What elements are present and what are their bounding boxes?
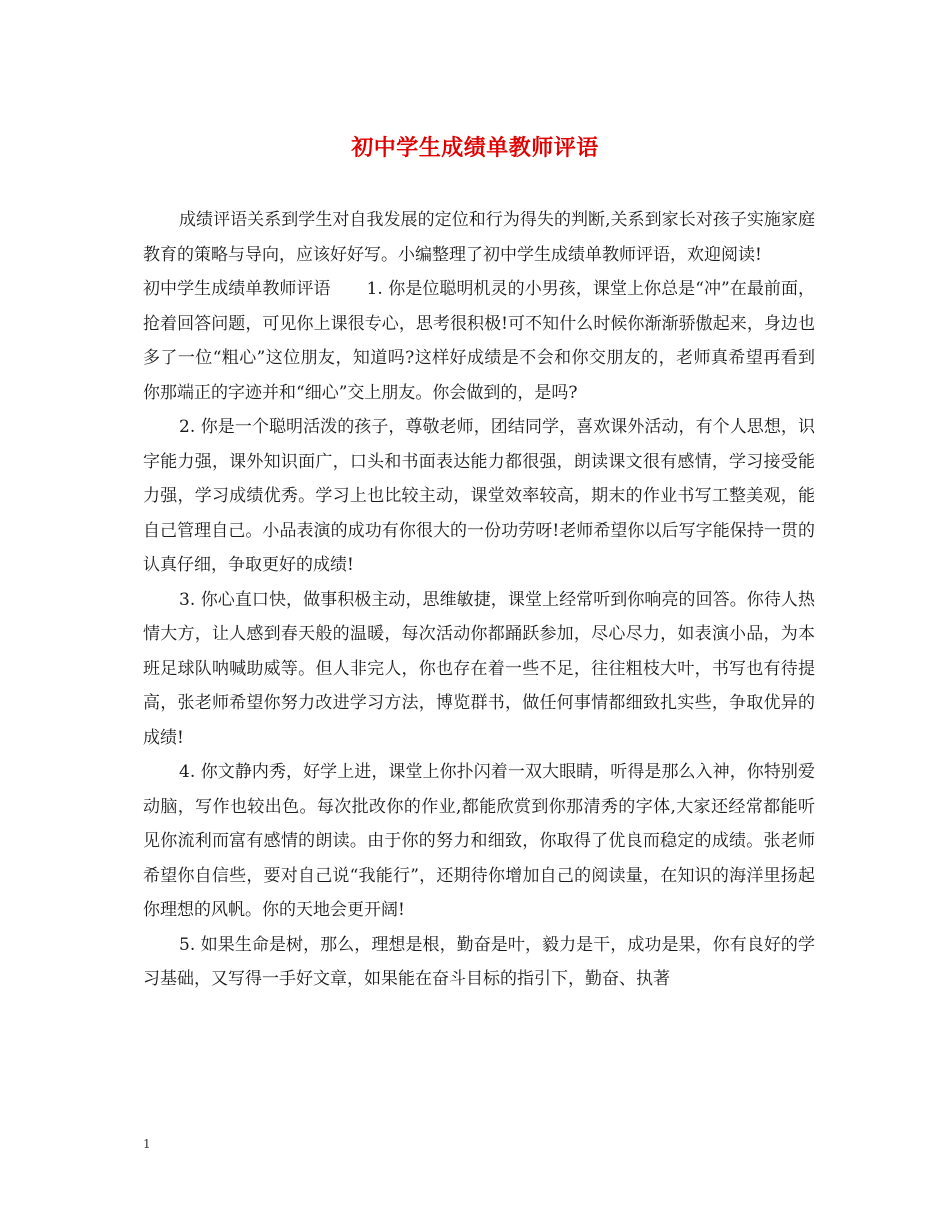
item-5-paragraph: 5. 如果生命是树，那么，理想是根，勤奋是叶，毅力是干，成功是果，你有良好的学习基础，又写得一手好文章，如果能在奋斗目标的指引下，勤奋、执著 [143,934,815,989]
page-number: 1 [143,1137,151,1151]
item-1-paragraph [143,272,815,410]
intro-paragraph: 成绩评语关系到学生对自我发展的定位和行为得失的判断,关系到家长对孩子实施家庭教育的策略与导向，应该好好写。小编整理了初中学生成绩单教师评语，欢迎阅读! [143,210,815,265]
item-4-paragraph: 4. 你文静内秀，好学上进，课堂上你扑闪着一双大眼睛，听得是那么入神，你特别爱动脑，写作也较出色。每次批改你的作业,都能欣赏到你那清秀的字体,大家还经常都能听见你流利而富有感情的朗读。由于你的努力和细致，你取得了优良而稳定的成绩。张老师希望你自信些，要对自己说“我能行”，还期待你增加自己的阅读量，在知识的海洋里扬起你理想的风帆。你的天地会更开阔! [143,762,815,920]
item-3-paragraph: 3. 你心直口快，做事积极主动，思维敏捷，课堂上经常听到你响亮的回答。你待人热情大方，让人感到春天般的温暖，每次活动你都踊跃参加，尽心尽力，如表演小品，为本班足球队呐喊助威等。但人非完人，你也存在着一些不足，往往粗枝大叶，书写也有待提高，张老师希望你努力改进学习方法，博览群书，做任何事情都细致扎实些，争取优异的成绩! [143,589,815,748]
section-heading: 初中学生成绩单教师评语 [143,279,331,299]
item-1-text: 1. 你是位聪明机灵的小男孩，课堂上你总是“冲”在最前面，抢着回答问题，可见你上课很专心，思考很积极!可不知什么时候你渐渐骄傲起来，身边也多了一位“粗心”这位朋友，知道吗?这样好成绩是不会和你交朋友的，老师真希望再看到你那端正的字迹并和“细心”交上朋友。你会做到的，是吗? [143,279,815,403]
document-title: 初中学生成绩单教师评语 [351,135,599,161]
item-2-paragraph: 2. 你是一个聪明活泼的孩子，尊敬老师，团结同学，喜欢课外活动，有个人思想，识字能力强，课外知识面广，口头和书面表达能力都很强，朗读课文很有感情，学习接受能力强，学习成绩优秀。学习上也比较主动，课堂效率较高，期末的作业书写工整美观，能自己管理自己。小品表演的成功有你很大的一份功劳呀!老师希望你以后写字能保持一贯的认真仔细，争取更好的成绩! [143,417,815,575]
document-body [143,203,815,997]
